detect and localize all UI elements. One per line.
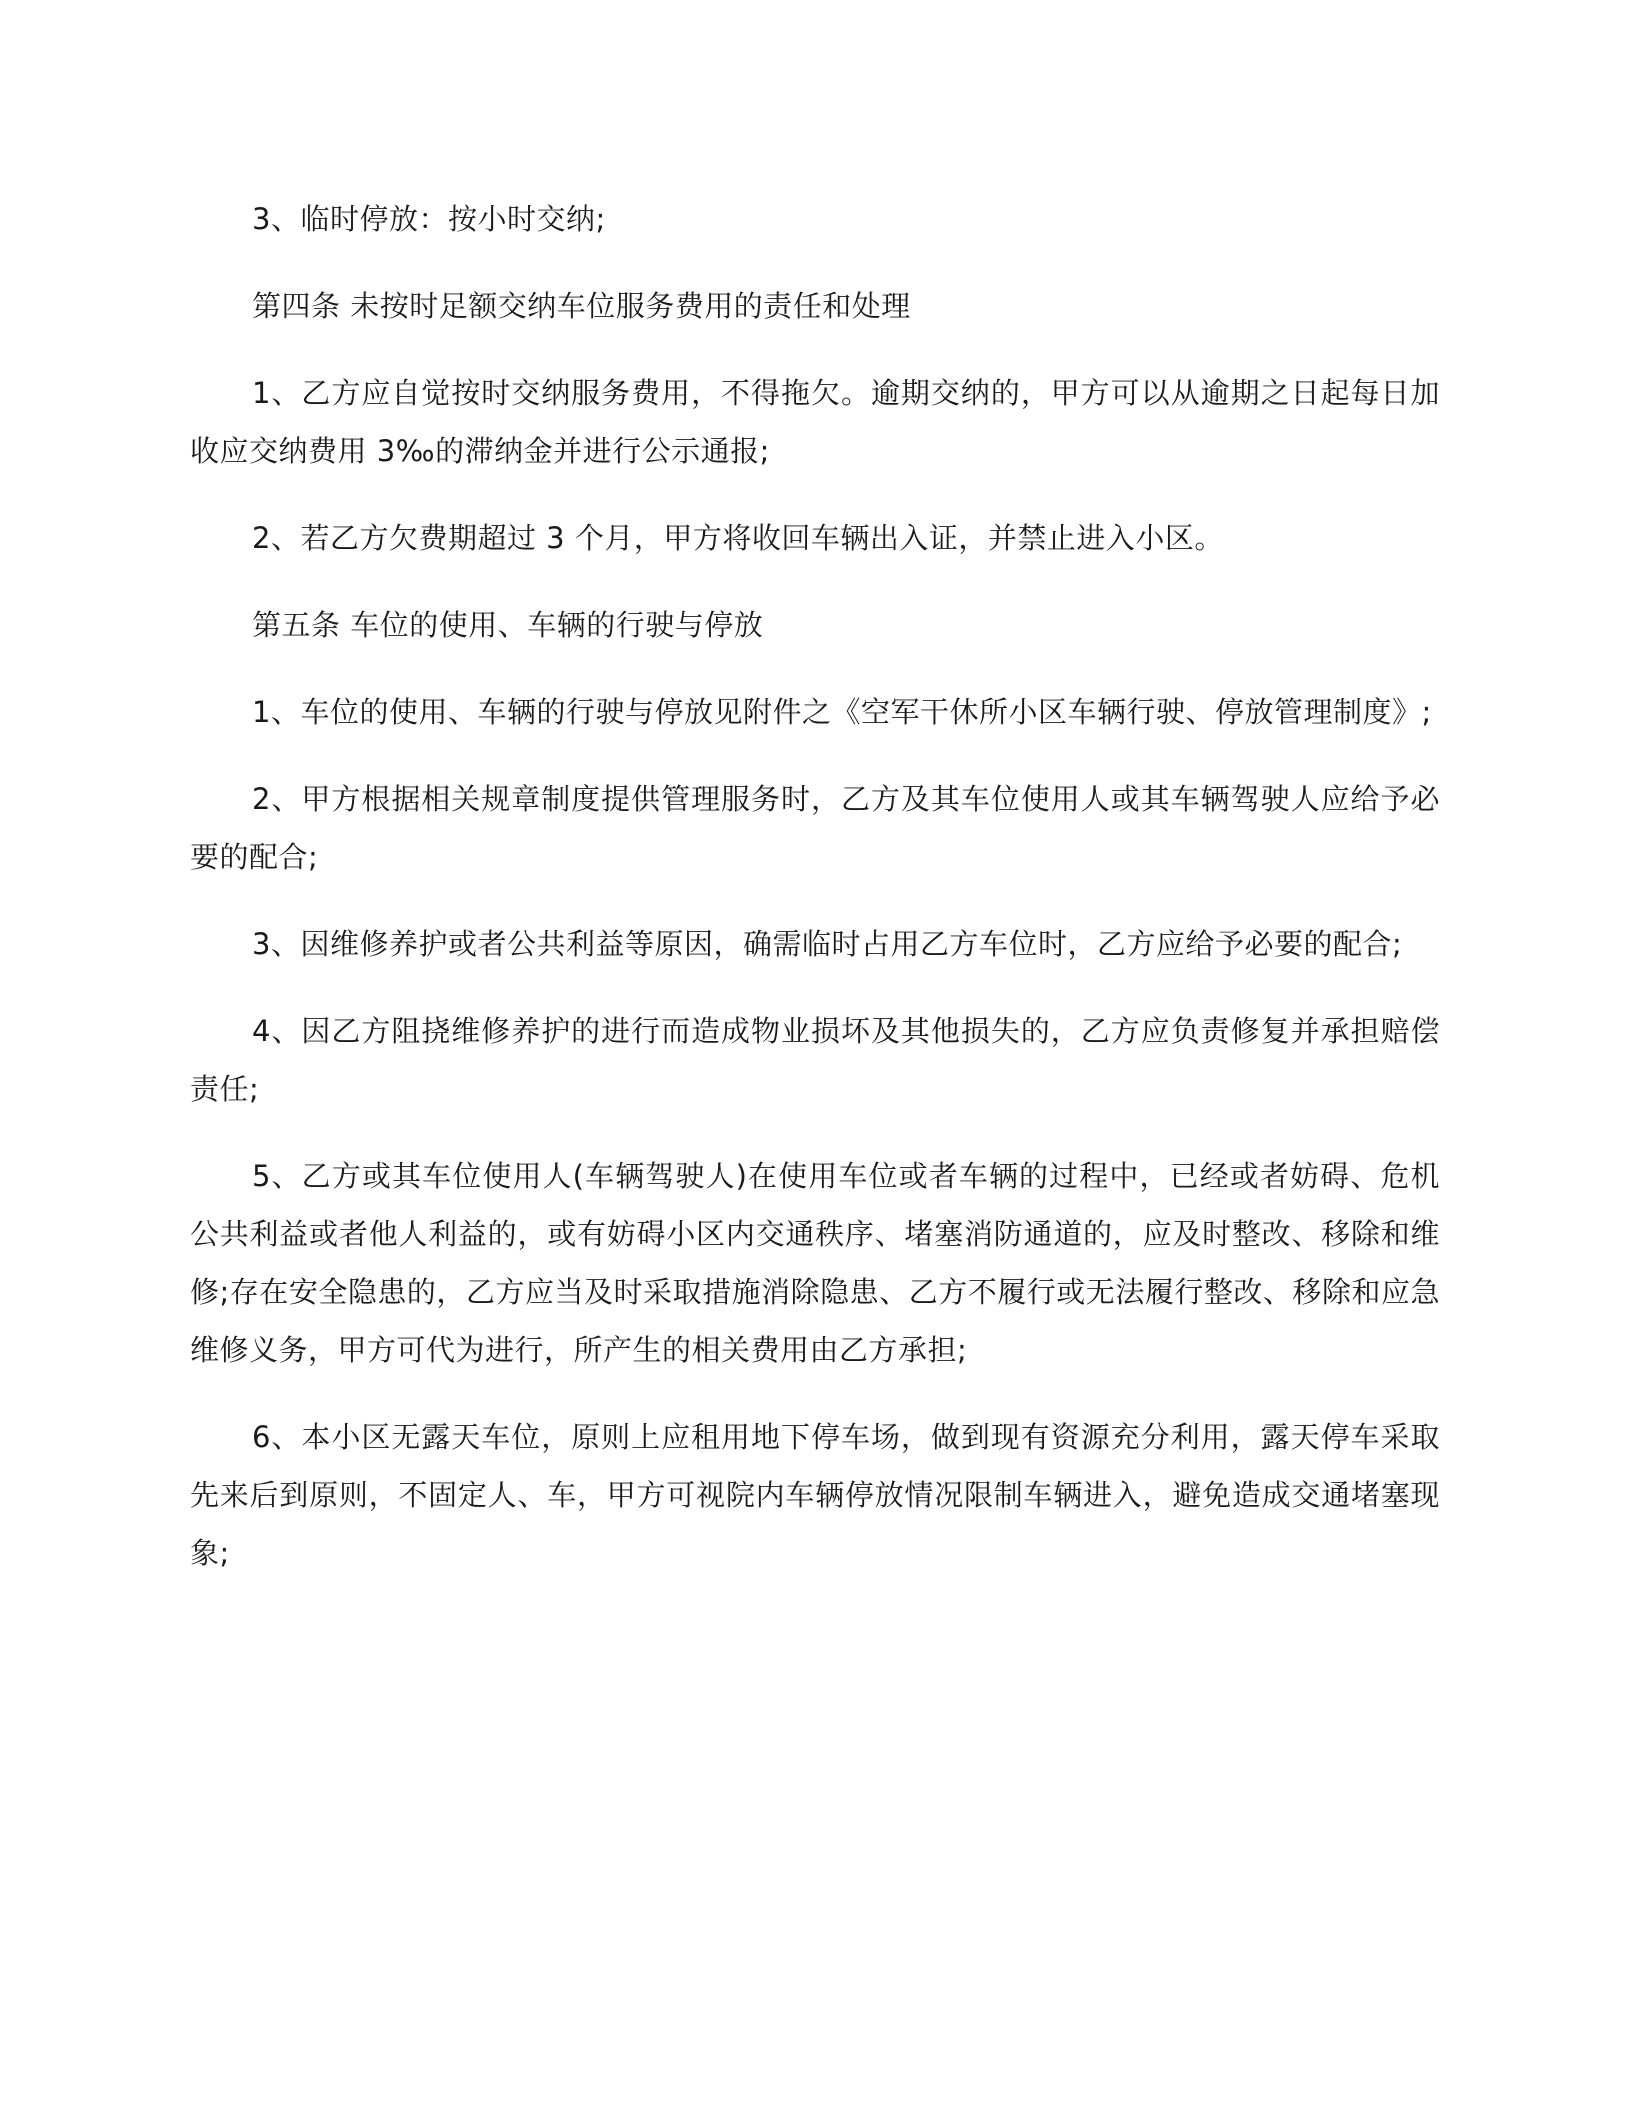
article-5-item-4: 4、因乙方阻挠维修养护的进行而造成物业损坏及其他损失的，乙方应负责修复并承担赔偿责任;	[190, 1014, 1440, 1106]
article-5-heading: 第五条 车位的使用、车辆的行驶与停放	[252, 608, 764, 642]
article-5-item-1: 1、车位的使用、车辆的行驶与停放见附件之《空军干休所小区车辆行驶、停放管理制度》;	[252, 695, 1432, 729]
article-5-item-5: 5、乙方或其车位使用人(车辆驾驶人)在使用车位或者车辆的过程中，已经或者妨碍、危机公共利益或者他人利益的，或有妨碍小区内交通秩序、堵塞消防通道的，应及时整改、移除和维修;存在安全隐患的，乙方应当及时采取措施消除隐患、乙方不履行或无法履行整改、移除和应急维修义务，甲方可代为进行，所产生的相关费用由乙方承担;	[190, 1159, 1440, 1367]
article-5-item-2: 2、甲方根据相关规章制度提供管理服务时，乙方及其车位使用人或其车辆驾驶人应给予必要的配合;	[190, 782, 1440, 874]
article-4-item-2: 2、若乙方欠费期超过 3 个月，甲方将收回车辆出入证，并禁止进入小区。	[252, 521, 1224, 555]
article-4-item-1: 1、乙方应自觉按时交纳服务费用，不得拖欠。逾期交纳的，甲方可以从逾期之日起每日加收应交纳费用 3‰的滞纳金并进行公示通报;	[190, 376, 1440, 468]
article-5-item-6: 6、本小区无露天车位，原则上应租用地下停车场，做到现有资源充分利用，露天停车采取先来后到原则，不固定人、车，甲方可视院内车辆停放情况限制车辆进入，避免造成交通堵塞现象;	[190, 1420, 1440, 1570]
article-5-item-3: 3、因维修养护或者公共利益等原因，确需临时占用乙方车位时，乙方应给予必要的配合;	[252, 927, 1403, 961]
clause-item-3-temporary-parking: 3、临时停放：按小时交纳;	[252, 202, 606, 236]
document-page	[190, 190, 1440, 1582]
article-4-heading: 第四条 未按时足额交纳车位服务费用的责任和处理	[252, 289, 911, 323]
